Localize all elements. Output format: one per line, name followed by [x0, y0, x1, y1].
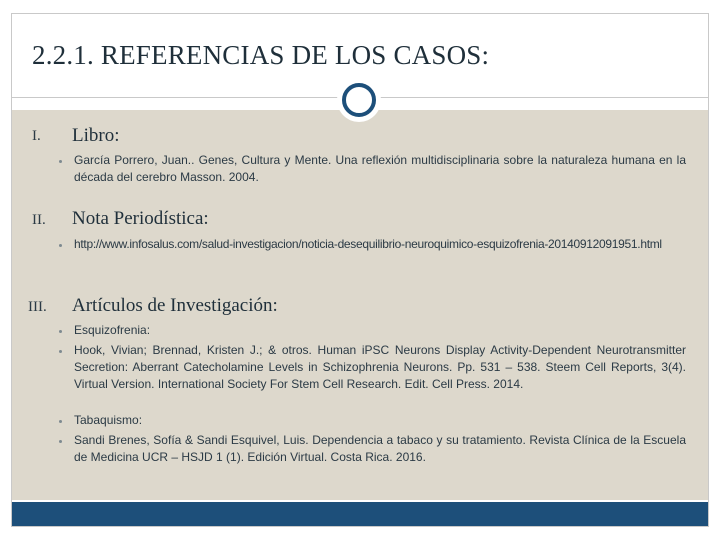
- bullet-icon: [59, 244, 62, 247]
- section-title: Libro:: [72, 125, 120, 146]
- section-number: II.: [32, 212, 46, 228]
- section-number: I.: [32, 128, 41, 144]
- reference-link[interactable]: http://www.infosalus.com/salud-investigacion/noticia-desequilibrio-neuroquimico-esquizofrenia-20140912091951.html: [74, 237, 662, 251]
- circle-ornament-icon: [337, 78, 381, 122]
- reference-item: Tabaquismo:: [74, 413, 143, 427]
- footer-bar: [12, 502, 708, 526]
- reference-item: Hook, Vivian; Brennad, Kristen J.; & otros. Human iPSC Neurons Display Activity-Dependent Neurotransmitter Secretion: Aberrant Catecholamine Levels in Schizophrenia Neurons. Pp. 531 – 538. Steem Cell Reports, 3(4). Virtual Version. International Society For Stem Cell Research. Edit. Cell Press. 2014.: [74, 343, 686, 391]
- section-title: Nota Periodística:: [72, 208, 209, 229]
- bullet-icon: [59, 420, 62, 423]
- reference-item: Esquizofrenia:: [74, 323, 151, 337]
- section-title: Artículos de Investigación:: [72, 295, 278, 316]
- bullet-icon: [59, 160, 62, 163]
- circle-ornament-inner: [342, 83, 376, 117]
- slide-title: 2.2.1. REFERENCIAS DE LOS CASOS:: [32, 40, 490, 70]
- bullet-icon: [59, 330, 62, 333]
- bullet-icon: [59, 350, 62, 353]
- section-number: III.: [28, 299, 47, 315]
- reference-item: García Porrero, Juan.. Genes, Cultura y Mente. Una reflexión multidisciplinaria sobre la naturaleza humana en la década del cerebro Masson. 2004.: [74, 153, 686, 184]
- bullet-icon: [59, 440, 62, 443]
- reference-item: Sandi Brenes, Sofía & Sandi Esquivel, Luis. Dependencia a tabaco y su tratamiento. Revista Clínica de la Escuela de Medicina UCR – HSJD 1 (1). Edición Virtual. Costa Rica. 2016.: [74, 433, 686, 464]
